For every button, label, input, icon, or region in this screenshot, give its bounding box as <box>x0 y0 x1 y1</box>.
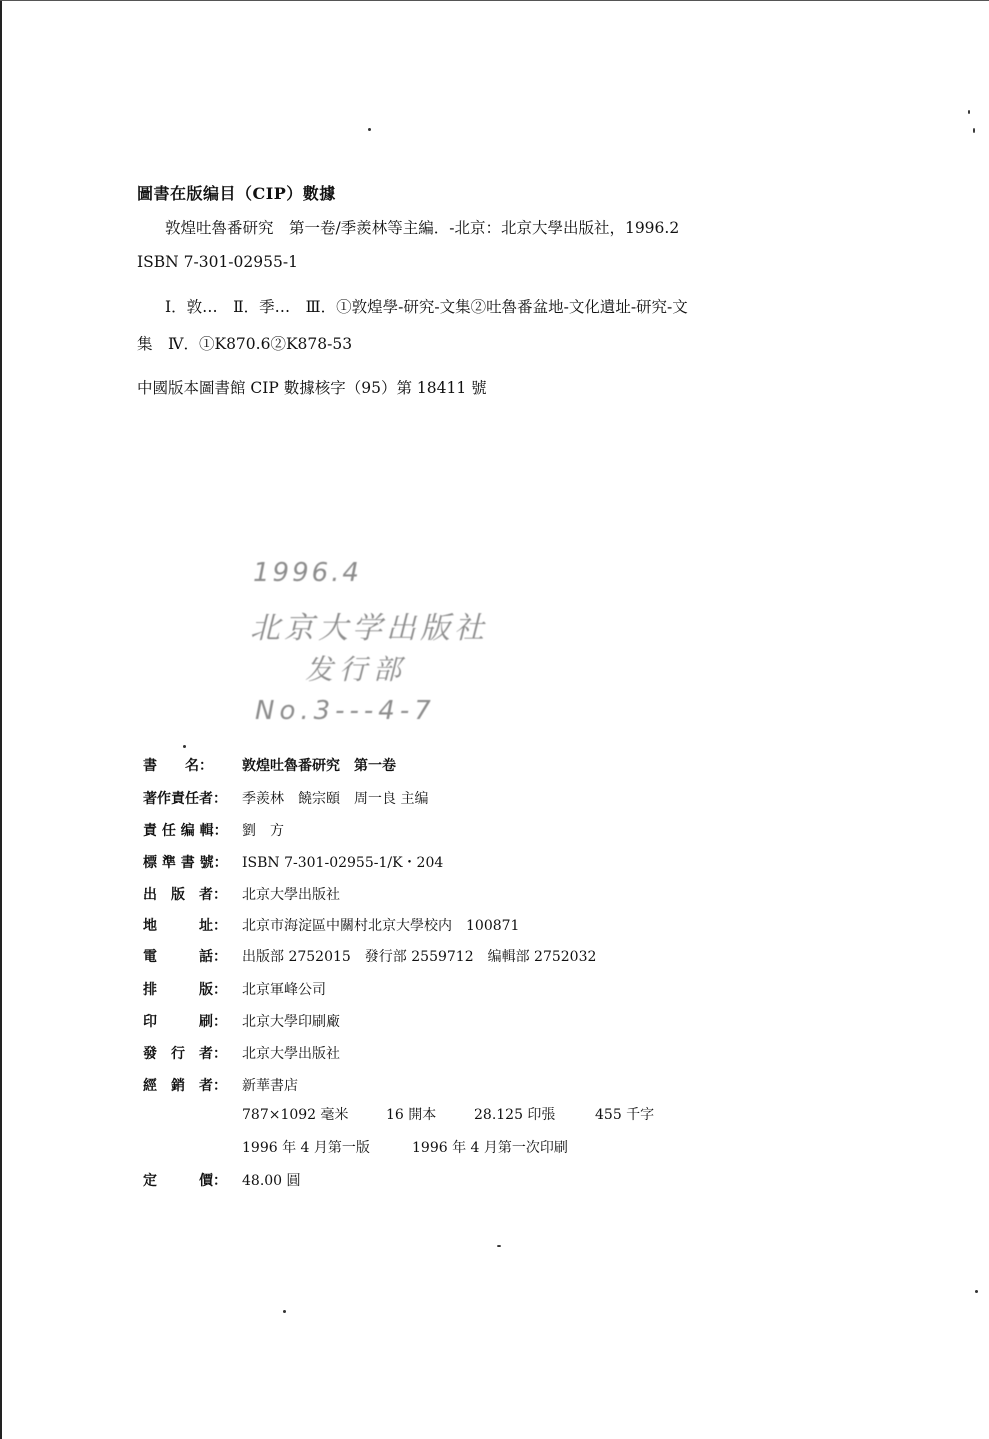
scan-speck <box>968 110 970 114</box>
cip-isbn-line: ISBN 7-301-02955-1 <box>137 253 298 271</box>
colophon-value: 北京大學出版社 <box>242 887 340 903</box>
colophon-value: 北京大學印刷廠 <box>242 1014 340 1030</box>
scan-speck <box>283 1310 286 1313</box>
colophon-value: 北京軍峰公司 <box>242 982 326 998</box>
stamp-department: 发行部 <box>305 653 408 686</box>
edition-first-printing: 1996 年 4 月第一次印刷 <box>412 1140 568 1156</box>
colophon-label: 出 版 者： <box>143 887 227 903</box>
cip-title-line: 敦煌吐魯番研究 第一卷/季羨林等主編．-北京：北京大學出版社，1996.2 <box>165 219 680 237</box>
scan-speck <box>183 745 186 748</box>
colophon-label: 印 刷： <box>143 1014 227 1030</box>
format-size: 787×1092 毫米 <box>242 1107 349 1123</box>
edition-first: 1996 年 4 月第一版 <box>242 1140 370 1156</box>
colophon-label: 電 話： <box>143 949 227 965</box>
colophon-label: 排 版： <box>143 982 227 998</box>
colophon-value: 北京大學出版社 <box>242 1046 340 1062</box>
colophon-label: 著作責任者： <box>143 791 227 807</box>
cip-record-number: 中國版本圖書館 CIP 數據核字（95）第 18411 號 <box>137 379 487 397</box>
colophon-label: 發 行 者： <box>143 1046 227 1062</box>
colophon-value: 北京市海淀區中關村北京大學校内 100871 <box>242 918 520 934</box>
colophon-label: 定 價： <box>143 1173 227 1189</box>
colophon-label: 經 銷 者： <box>143 1078 227 1094</box>
cip-heading: 圖書在版编目（CIP）數據 <box>137 184 336 203</box>
colophon-label: 書 名： <box>143 758 213 774</box>
colophon-label: 地 址： <box>143 918 227 934</box>
cip-classification-line: Ⅰ．敦… Ⅱ．季… Ⅲ．①敦煌學-研究-文集②吐魯番盆地-文化遺址-研究-文 <box>165 298 688 316</box>
cip-classification-line-continued: 集 Ⅳ．①K870.6②K878-53 <box>137 335 353 353</box>
colophon-label: 標 準 書 號： <box>143 855 228 871</box>
colophon-value: 敦煌吐魯番研究 第一卷 <box>242 758 396 774</box>
scan-border-top <box>0 0 989 1</box>
colophon-value: ISBN 7-301-02955-1/K・204 <box>242 855 444 871</box>
scan-speck <box>975 1290 978 1293</box>
colophon-value: 出版部 2752015 發行部 2559712 编輯部 2752032 <box>242 949 597 965</box>
scan-speck <box>973 128 975 133</box>
colophon-value: 48.00 圓 <box>242 1173 301 1189</box>
stamp-number: No.3---4-7 <box>255 696 436 726</box>
scan-speck <box>497 1245 501 1247</box>
stamp-publisher: 北京大学出版社 <box>250 611 488 646</box>
colophon-value: 季羨林 饒宗頤 周一良 主编 <box>242 791 429 807</box>
scan-border-left <box>0 0 2 1439</box>
format-words: 455 千字 <box>595 1107 655 1123</box>
scan-speck <box>368 128 371 131</box>
format-sheets: 28.125 印張 <box>474 1107 556 1123</box>
colophon-value: 新華書店 <box>242 1078 298 1094</box>
format-folio: 16 開本 <box>386 1107 437 1123</box>
colophon-value: 劉 方 <box>242 823 284 839</box>
stamp-date: 1996.4 <box>253 558 362 588</box>
handwritten-stamp <box>235 548 535 738</box>
colophon-label: 責 任 编 輯： <box>143 823 228 839</box>
